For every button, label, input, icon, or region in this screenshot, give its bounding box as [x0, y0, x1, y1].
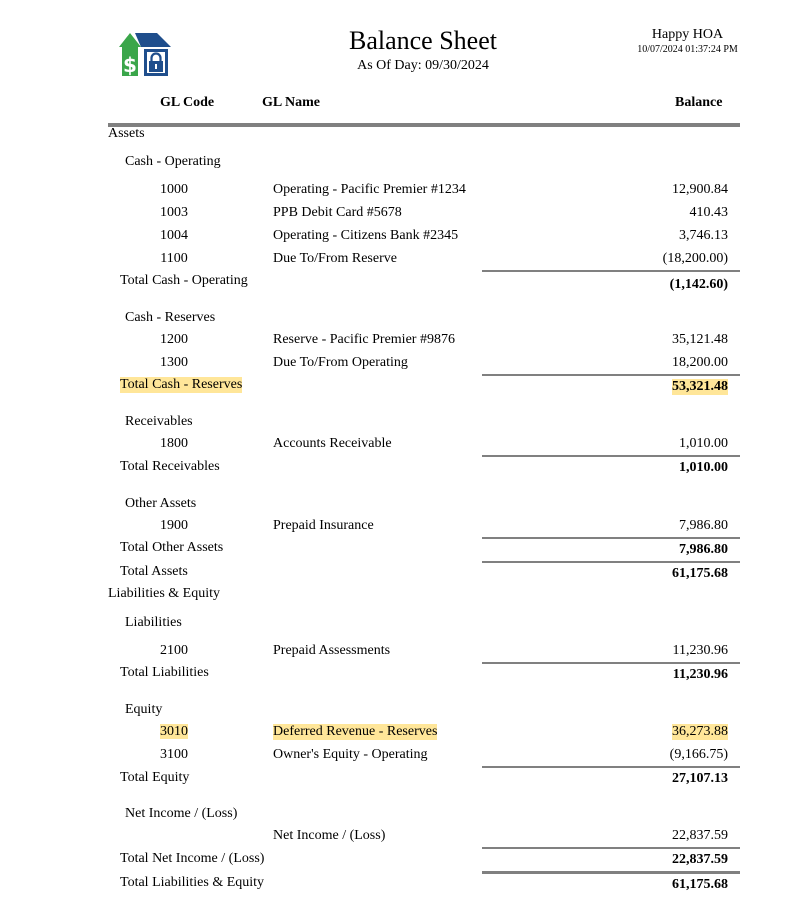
- group-label: Other Assets: [125, 496, 197, 511]
- subtotal-label: Total Net Income / (Loss): [120, 851, 265, 866]
- group-label: Cash - Operating: [125, 154, 221, 169]
- subtotal-label: Total Other Assets: [120, 540, 224, 555]
- subtotal-row: [0, 665, 786, 685]
- subtotal-amount: (1,142.60): [669, 277, 728, 292]
- column-header-balance: Balance: [675, 95, 723, 110]
- subtotal-rule: [482, 455, 740, 457]
- gl-code: 2100: [160, 643, 188, 658]
- gl-code: 1100: [160, 251, 188, 266]
- group-heading: [0, 414, 786, 434]
- subtotal-row: [0, 851, 786, 871]
- table-row: [0, 518, 786, 538]
- table-row: [0, 228, 786, 248]
- group-label: Net Income / (Loss): [125, 806, 238, 821]
- group-heading: [0, 310, 786, 330]
- gl-code: 1300: [160, 355, 188, 370]
- table-row: [0, 205, 786, 225]
- group-label: Cash - Reserves: [125, 310, 216, 325]
- balance: 410.43: [689, 205, 728, 220]
- column-header-gl-name: GL Name: [262, 95, 320, 110]
- gl-name: Deferred Revenue - Reserves: [273, 724, 438, 739]
- subtotal-rule: [482, 270, 740, 272]
- subtotal-rule: [482, 662, 740, 664]
- table-row: [0, 436, 786, 456]
- group-heading: [0, 496, 786, 516]
- gl-code: 1200: [160, 332, 188, 347]
- gl-name: Reserve - Pacific Premier #9876: [273, 332, 455, 347]
- balance: 18,200.00: [672, 355, 728, 370]
- gl-name: Net Income / (Loss): [273, 828, 386, 843]
- subtotal-amount: 53,321.48: [672, 379, 728, 394]
- report-title: Balance Sheet: [349, 26, 497, 55]
- total-label: Total Liabilities & Equity: [120, 875, 265, 890]
- table-row: [0, 828, 786, 848]
- gl-code: 1004: [160, 228, 188, 243]
- total-label: Total Assets: [120, 564, 188, 579]
- gl-name: Operating - Citizens Bank #2345: [273, 228, 459, 243]
- subtotal-row: [0, 540, 786, 560]
- table-row: [0, 332, 786, 352]
- balance: 11,230.96: [672, 643, 728, 658]
- group-label: Receivables: [125, 414, 193, 429]
- balance: 7,986.80: [679, 518, 728, 533]
- gl-code: 1003: [160, 205, 188, 220]
- subtotal-row: [0, 273, 786, 293]
- subtotal-label: Total Equity: [120, 770, 190, 785]
- table-row: [0, 355, 786, 375]
- table-row: [0, 182, 786, 202]
- column-header-gl-code: GL Code: [160, 95, 215, 110]
- total-rule: [482, 561, 740, 563]
- group-heading: [0, 154, 786, 174]
- table-row-highlighted: [0, 724, 786, 744]
- subtotal-label: Total Liabilities: [120, 665, 209, 680]
- balance: (18,200.00): [662, 251, 728, 266]
- hoa-logo-icon: [117, 30, 171, 76]
- subtotal-amount: 7,986.80: [679, 542, 728, 557]
- table-row: [0, 251, 786, 271]
- group-heading: [0, 702, 786, 722]
- printed-timestamp: 10/07/2024 01:37:24 PM: [637, 44, 738, 55]
- company-name: Happy HOA: [651, 27, 724, 42]
- total-amount: 61,175.68: [672, 566, 728, 581]
- total-amount: 61,175.68: [672, 877, 728, 892]
- svg-text:$: $: [123, 53, 137, 76]
- gl-name: Owner's Equity - Operating: [273, 747, 428, 762]
- section-heading-liabilities-equity: [0, 586, 786, 606]
- subtotal-rule: [482, 537, 740, 539]
- subtotal-label: Total Cash - Operating: [120, 273, 248, 288]
- group-label: Equity: [125, 702, 163, 717]
- subtotal-row: [0, 377, 786, 397]
- subtotal-amount: 1,010.00: [679, 460, 728, 475]
- report-as-of-date: As Of Day: 09/30/2024: [357, 58, 489, 73]
- section-heading-assets: [0, 126, 786, 146]
- subtotal-rule: [482, 847, 740, 849]
- balance: 35,121.48: [672, 332, 728, 347]
- balance: 12,900.84: [672, 182, 728, 197]
- group-heading: [0, 615, 786, 635]
- gl-name: Due To/From Operating: [273, 355, 408, 370]
- total-row-assets: [0, 564, 786, 584]
- gl-name: Operating - Pacific Premier #1234: [273, 182, 466, 197]
- subtotal-label: Total Receivables: [120, 459, 220, 474]
- gl-code: 1000: [160, 182, 188, 197]
- subtotal-row: [0, 459, 786, 479]
- table-row: [0, 747, 786, 767]
- table-row: [0, 643, 786, 663]
- group-label: Liabilities: [125, 615, 182, 630]
- gl-name: Due To/From Reserve: [273, 251, 397, 266]
- total-row-liabilities-equity: [0, 875, 786, 895]
- gl-name: PPB Debit Card #5678: [273, 205, 402, 220]
- gl-name: Accounts Receivable: [273, 436, 392, 451]
- section-label: Liabilities & Equity: [108, 586, 220, 601]
- balance: (9,166.75): [669, 747, 728, 762]
- total-rule: [482, 871, 740, 874]
- balance: 22,837.59: [672, 828, 728, 843]
- gl-name: Prepaid Assessments: [273, 643, 391, 658]
- gl-code: 1900: [160, 518, 188, 533]
- subtotal-label: Total Cash - Reserves: [120, 377, 243, 392]
- subtotal-amount: 11,230.96: [672, 667, 728, 682]
- gl-code: 1800: [160, 436, 188, 451]
- subtotal-amount: 22,837.59: [672, 852, 728, 867]
- subtotal-rule: [482, 374, 740, 376]
- subtotal-amount: 27,107.13: [672, 771, 728, 786]
- gl-code: 3100: [160, 747, 188, 762]
- balance: 1,010.00: [679, 436, 728, 451]
- gl-code: [150, 724, 198, 740]
- balance: 3,746.13: [679, 228, 728, 243]
- subtotal-row: [0, 770, 786, 790]
- section-label: Assets: [108, 126, 145, 141]
- balance: 36,273.88: [672, 724, 728, 739]
- gl-code-text: 3010: [160, 724, 188, 739]
- group-heading: [0, 806, 786, 826]
- gl-name: Prepaid Insurance: [273, 518, 374, 533]
- subtotal-rule: [482, 766, 740, 768]
